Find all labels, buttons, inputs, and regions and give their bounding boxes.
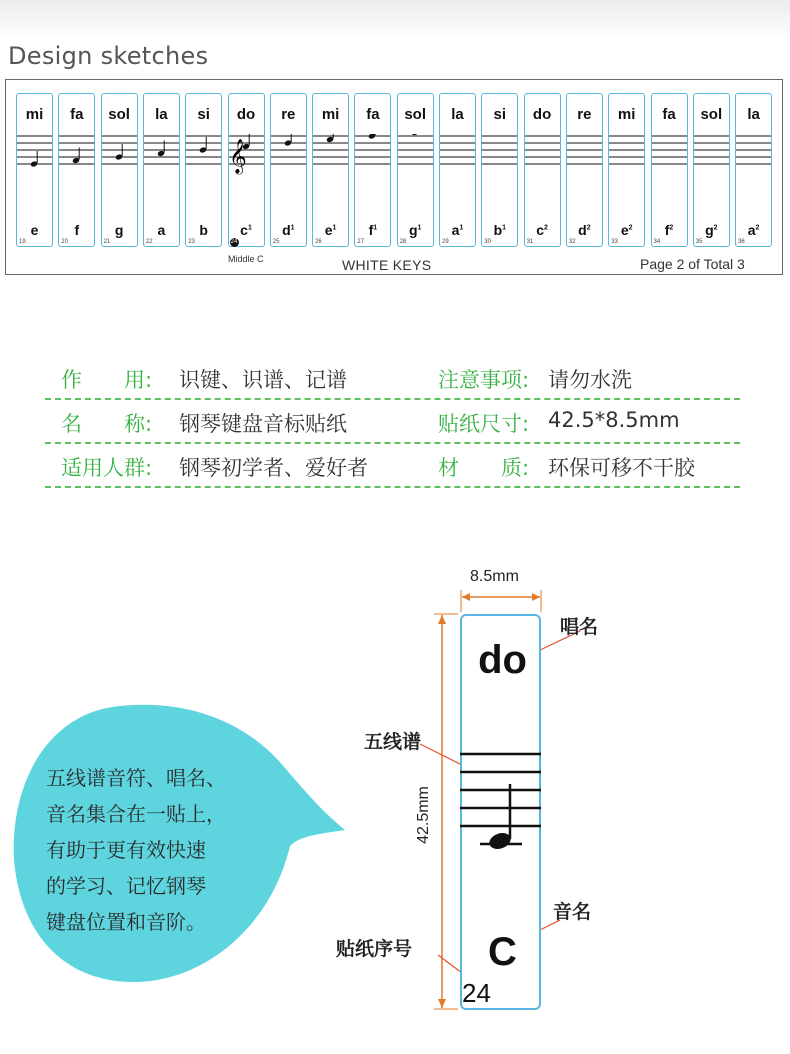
key-solfa: la — [451, 106, 464, 123]
key-note-letter: d — [578, 222, 587, 238]
key-solfa: sol — [108, 106, 130, 123]
key-solfa: la — [155, 106, 168, 123]
spec-label: 适用人群: — [61, 456, 153, 480]
key-solfa: sol — [700, 106, 723, 123]
sticker-staff — [460, 744, 541, 854]
key-number: 24 — [230, 239, 238, 245]
key-note-letter: g — [114, 222, 124, 238]
key-solfa: la — [747, 106, 760, 123]
key-octave-mark: 2 — [713, 224, 718, 232]
key-octave-mark: 1 — [417, 224, 422, 232]
width-arrow-left — [462, 593, 470, 601]
spec-value: 钢琴键盘音标贴纸 — [179, 412, 347, 436]
sticker-detail — [460, 614, 541, 1010]
key-octave-mark: 2 — [586, 224, 591, 232]
key-number: 25 — [272, 239, 280, 245]
key-note-letter: a — [157, 222, 166, 238]
key-number: 22 — [145, 239, 153, 245]
sticker-solfa: do — [478, 638, 527, 682]
width-arrow-right — [532, 593, 540, 601]
key-note-letter: e — [324, 222, 333, 238]
key-solfa: mi — [321, 106, 340, 123]
height-arrow-top — [438, 615, 446, 624]
key-note-letter: b — [199, 222, 208, 238]
key-number: 19 — [19, 239, 26, 245]
key-note-letter: d — [282, 222, 291, 238]
key-note-letter: c — [240, 222, 248, 238]
key-solfa: do — [532, 106, 552, 123]
spec-label: 注意事项: — [438, 368, 530, 392]
key-solfa: re — [281, 106, 296, 123]
bubble-text — [46, 760, 286, 940]
key-octave-mark: 1 — [247, 224, 252, 232]
key-note-letter: f — [368, 222, 374, 238]
key-solfa: fa — [366, 106, 380, 123]
spec-value: 钢琴初学者、爱好者 — [179, 456, 368, 480]
treble-clef-icon: 𝄞 — [228, 139, 247, 174]
spec-value: 识键、识谱、记谱 — [179, 368, 347, 392]
sticker-number: 24 — [462, 978, 491, 1008]
spec-value: 环保可移不干胶 — [548, 456, 695, 480]
key-note-letter: e — [30, 222, 39, 238]
key-number: 35 — [695, 239, 703, 245]
key-number: 27 — [357, 239, 365, 245]
key-octave-mark: 2 — [669, 224, 674, 232]
key-note-letter: f — [664, 222, 670, 238]
height-arrow-bottom — [438, 999, 446, 1008]
key-number: 21 — [103, 239, 111, 245]
key-octave-mark: 2 — [755, 224, 760, 232]
key-note-letter: a — [747, 222, 756, 238]
key-number: 26 — [315, 239, 322, 245]
key-octave-mark: 2 — [544, 224, 548, 232]
key-note-letter: g — [705, 222, 714, 238]
key-note-letter: a — [451, 222, 460, 238]
white-keys-label: WHITE KEYS — [342, 257, 432, 273]
key-solfa: mi — [617, 106, 636, 123]
key-note-letter: e — [620, 222, 629, 238]
callout-solfa: 唱名 — [560, 616, 599, 638]
page-indicator: Page 2 of Total 3 — [640, 256, 745, 272]
key-number: 33 — [611, 239, 618, 245]
key-solfa: si — [197, 106, 210, 123]
key-number: 31 — [526, 239, 534, 245]
key-number: 23 — [188, 239, 195, 245]
key-note-letter: f — [74, 222, 80, 238]
key-number: 34 — [653, 239, 661, 245]
bubble-line: 五线谱音符、唱名、 — [46, 766, 226, 790]
key-number: 32 — [568, 239, 576, 245]
key-number: 30 — [484, 239, 491, 245]
key-octave-mark: 1 — [290, 224, 295, 232]
key-octave-mark: 2 — [628, 224, 633, 232]
key-solfa: do — [236, 106, 256, 123]
key-solfa: re — [577, 106, 592, 123]
height-dimension-label: 42.5mm — [415, 786, 432, 844]
key-note-letter: b — [493, 222, 503, 238]
callout-staff: 五线谱 — [364, 731, 422, 753]
spec-label: 贴纸尺寸: — [438, 412, 530, 436]
key-solfa: mi — [25, 106, 44, 123]
key-solfa: sol — [404, 106, 427, 123]
key-octave-mark: 1 — [502, 224, 507, 232]
sticker-note-name: C — [488, 930, 517, 974]
bubble-line: 音名集合在一贴上， — [46, 802, 226, 826]
callout-note-name: 音名 — [553, 901, 592, 923]
key-solfa: fa — [662, 106, 676, 123]
key-note-letter: c — [536, 222, 545, 238]
bubble-line: 有助于更有效快速 — [46, 838, 206, 862]
key-octave-mark: 1 — [373, 224, 378, 232]
section-heading: Design sketches — [8, 42, 209, 70]
bubble-line: 键盘位置和音阶。 — [46, 910, 206, 934]
key-number: 29 — [442, 239, 449, 245]
key-octave-mark: 1 — [459, 224, 464, 232]
key-note-letter: g — [408, 222, 418, 238]
spec-label: 名 称: — [61, 412, 153, 436]
middle-c-label: Middle C — [228, 254, 264, 264]
key-number: 20 — [61, 239, 68, 245]
spec-label: 作 用: — [61, 368, 153, 392]
key-octave-mark: 1 — [332, 224, 337, 232]
key-solfa: fa — [70, 106, 84, 123]
key-number: 28 — [399, 239, 407, 245]
key-solfa: si — [493, 106, 507, 123]
key-number: 36 — [738, 239, 745, 245]
width-dimension-label: 8.5mm — [470, 568, 519, 585]
spec-label: 材 质: — [438, 456, 530, 480]
spec-value: 请勿水洗 — [548, 368, 632, 392]
spec-value: 42.5*8.5mm — [548, 408, 680, 432]
bubble-line: 的学习、记忆钢琴 — [46, 874, 206, 898]
callout-line-staff — [420, 744, 462, 765]
callout-number: 贴纸序号 — [336, 938, 413, 960]
